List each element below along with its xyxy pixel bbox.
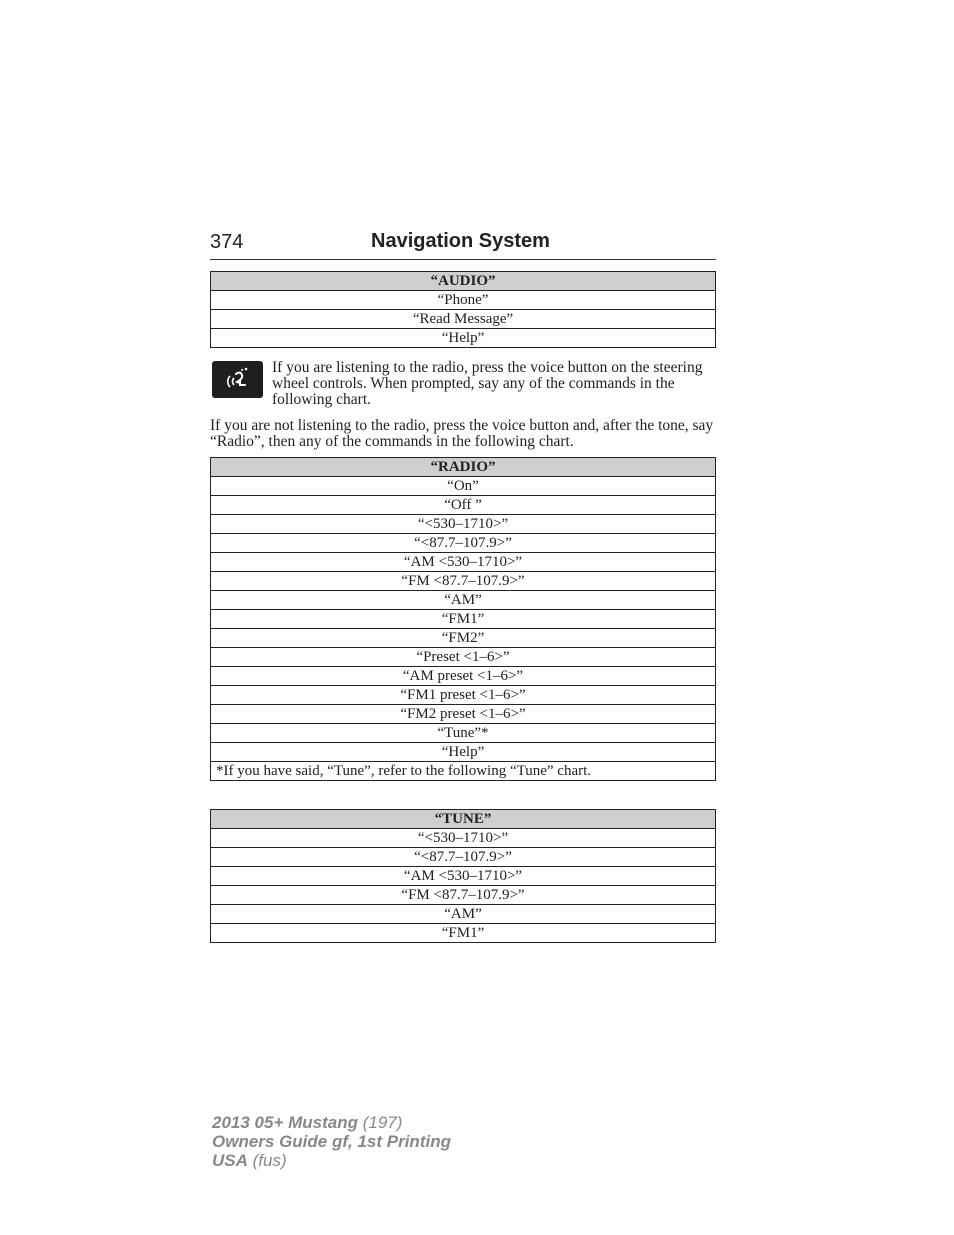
table-row: “Phone” — [211, 291, 716, 310]
footer-line-3 — [212, 1151, 451, 1170]
footer-market: USA — [212, 1151, 248, 1170]
table-row: “FM2 preset <1–6>” — [211, 705, 716, 724]
table-heading: “RADIO” — [211, 458, 716, 477]
table-row: “Preset <1–6>” — [211, 648, 716, 667]
table-heading: “TUNE” — [211, 810, 716, 829]
document-footer — [212, 1113, 451, 1170]
table-row: “Read Message” — [211, 310, 716, 329]
table-row: “FM2” — [211, 629, 716, 648]
table-row: “Help” — [211, 329, 716, 348]
table-row: “AM <530–1710>” — [211, 553, 716, 572]
table-heading: “AUDIO” — [211, 272, 716, 291]
table-row: “FM1 preset <1–6>” — [211, 686, 716, 705]
table-row: “FM1” — [211, 610, 716, 629]
audio-commands-table — [210, 271, 716, 348]
table-row: “FM1” — [211, 924, 716, 943]
page-number: 374 — [210, 231, 244, 253]
table-row: “<530–1710>” — [211, 515, 716, 534]
footer-model: 2013 05+ Mustang — [212, 1113, 358, 1132]
table-row: “AM” — [211, 905, 716, 924]
voice-tip-text: If you are listening to the radio, press the voice button on the steering wheel controls. When prompted, say any of the commands in the following chart. — [272, 359, 703, 408]
table-row: “Help” — [211, 743, 716, 762]
table-row: “<87.7–107.9>” — [211, 534, 716, 553]
footer-market-code: (fus) — [247, 1151, 287, 1170]
table-row: “On” — [211, 477, 716, 496]
table-row: “AM <530–1710>” — [211, 867, 716, 886]
table-row: “Tune”* — [211, 724, 716, 743]
table-row: “<87.7–107.9>” — [211, 848, 716, 867]
section-title: Navigation System — [371, 230, 550, 252]
footer-line-1 — [212, 1113, 451, 1132]
table-footnote: *If you have said, “Tune”, refer to the following “Tune” chart. — [211, 762, 716, 781]
table-row: “FM <87.7–107.9>” — [211, 886, 716, 905]
table-row: “<530–1710>” — [211, 829, 716, 848]
radio-commands-table — [210, 457, 716, 781]
table-row: “FM <87.7–107.9>” — [211, 572, 716, 591]
footer-model-code: (197) — [358, 1113, 403, 1132]
footer-guide: Owners Guide gf, 1st Printing — [212, 1132, 451, 1151]
voice-button-icon — [212, 361, 263, 398]
tune-commands-table — [210, 809, 716, 943]
table-row: “AM” — [211, 591, 716, 610]
body-paragraph: If you are not listening to the radio, press the voice button and, after the tone, say “Radio”, then any of the commands in the following chart. — [210, 417, 714, 450]
footer-line-2 — [212, 1132, 451, 1151]
table-row: “Off ” — [211, 496, 716, 515]
table-row: “AM preset <1–6>” — [211, 667, 716, 686]
page-header — [210, 229, 716, 260]
